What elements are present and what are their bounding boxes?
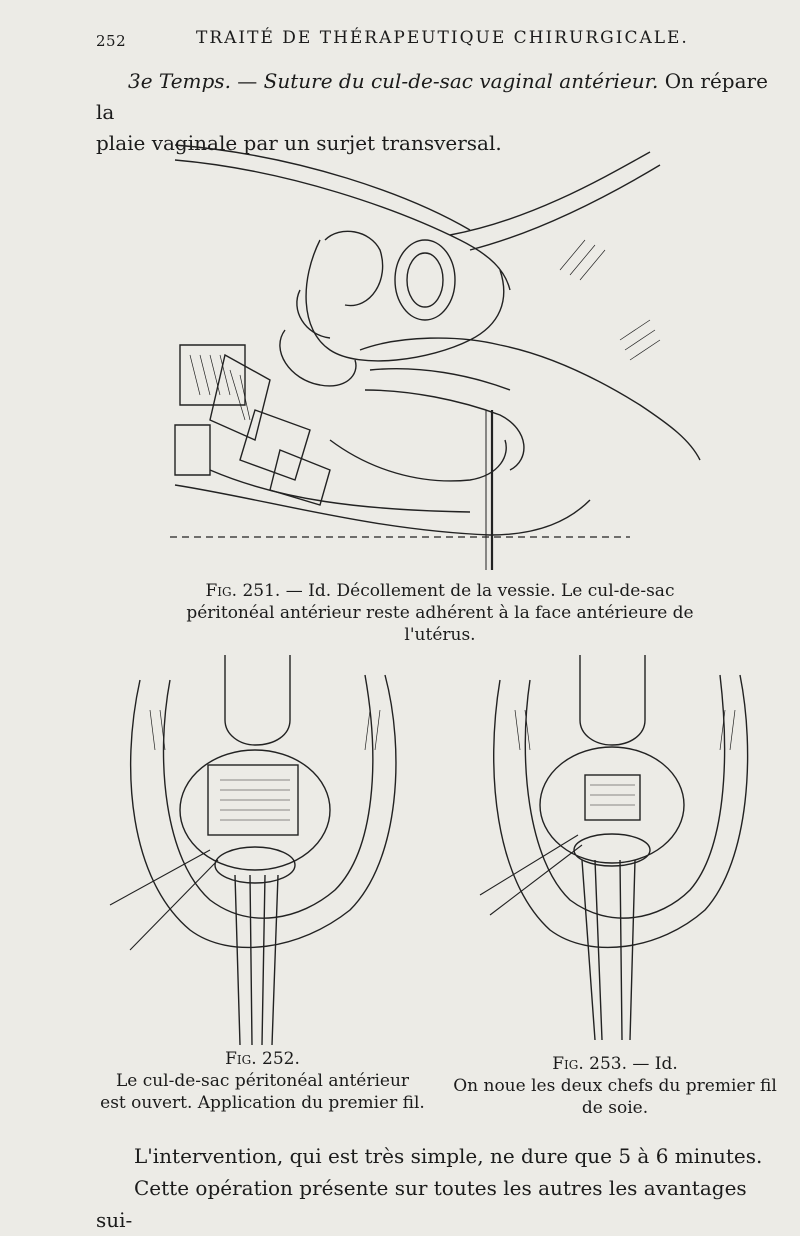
figure-251-caption-text-1: — Id. Décollement de la vessie. Le cul-de-sac (280, 581, 675, 601)
page-number: 252 (96, 32, 127, 50)
figure-252-illustration (100, 650, 410, 1045)
figure-253-label: Fig. 253. (552, 1054, 627, 1074)
intro-line-1 (96, 66, 776, 128)
step-dash: — (230, 69, 264, 93)
figure-253-caption-line-2: de soie. (581, 1098, 649, 1118)
intro-text-1: On répare la (96, 69, 768, 124)
figure-253-caption-title (440, 1053, 790, 1075)
figure-251-illustration (170, 140, 710, 575)
figure-253-caption-line-1: On noue les deux chefs du premier fil (453, 1076, 777, 1096)
closing-paragraph (96, 1140, 786, 1236)
running-head: TRAITÉ DE THÉRAPEUTIQUE CHIRURGICALE. (196, 28, 689, 48)
closing-line-1: L'intervention, qui est très simple, ne dure que 5 à 6 minutes. (134, 1144, 763, 1168)
figure-253-illustration (470, 650, 760, 1045)
figure-251-caption (150, 580, 730, 646)
figure-253-label-suffix: — Id. (626, 1054, 678, 1074)
figure-252-caption-line-2: est ouvert. Application du premier fil. (100, 1093, 425, 1113)
step-title: Suture du cul-de-sac vaginal antérieur. (263, 69, 659, 93)
closing-line-2: Cette opération présente sur toutes les autres les avantages sui- (96, 1176, 747, 1232)
figure-252-label: Fig. 252. (225, 1049, 300, 1069)
step-number: 3e Temps. (128, 69, 231, 93)
figure-251-label: Fig. 251. (205, 581, 281, 601)
figure-252-caption (90, 1048, 435, 1114)
figure-253-caption (440, 1053, 790, 1119)
figure-252-caption-line-1: Le cul-de-sac péritonéal antérieur (115, 1071, 410, 1091)
intro-text-2: plaie vaginale par un surjet transversal. (96, 131, 502, 155)
figure-251-caption-line-2: péritonéal antérieur reste adhérent à la face antérieure de l'utérus. (186, 603, 694, 645)
figure-251-caption-line-1 (150, 580, 730, 602)
